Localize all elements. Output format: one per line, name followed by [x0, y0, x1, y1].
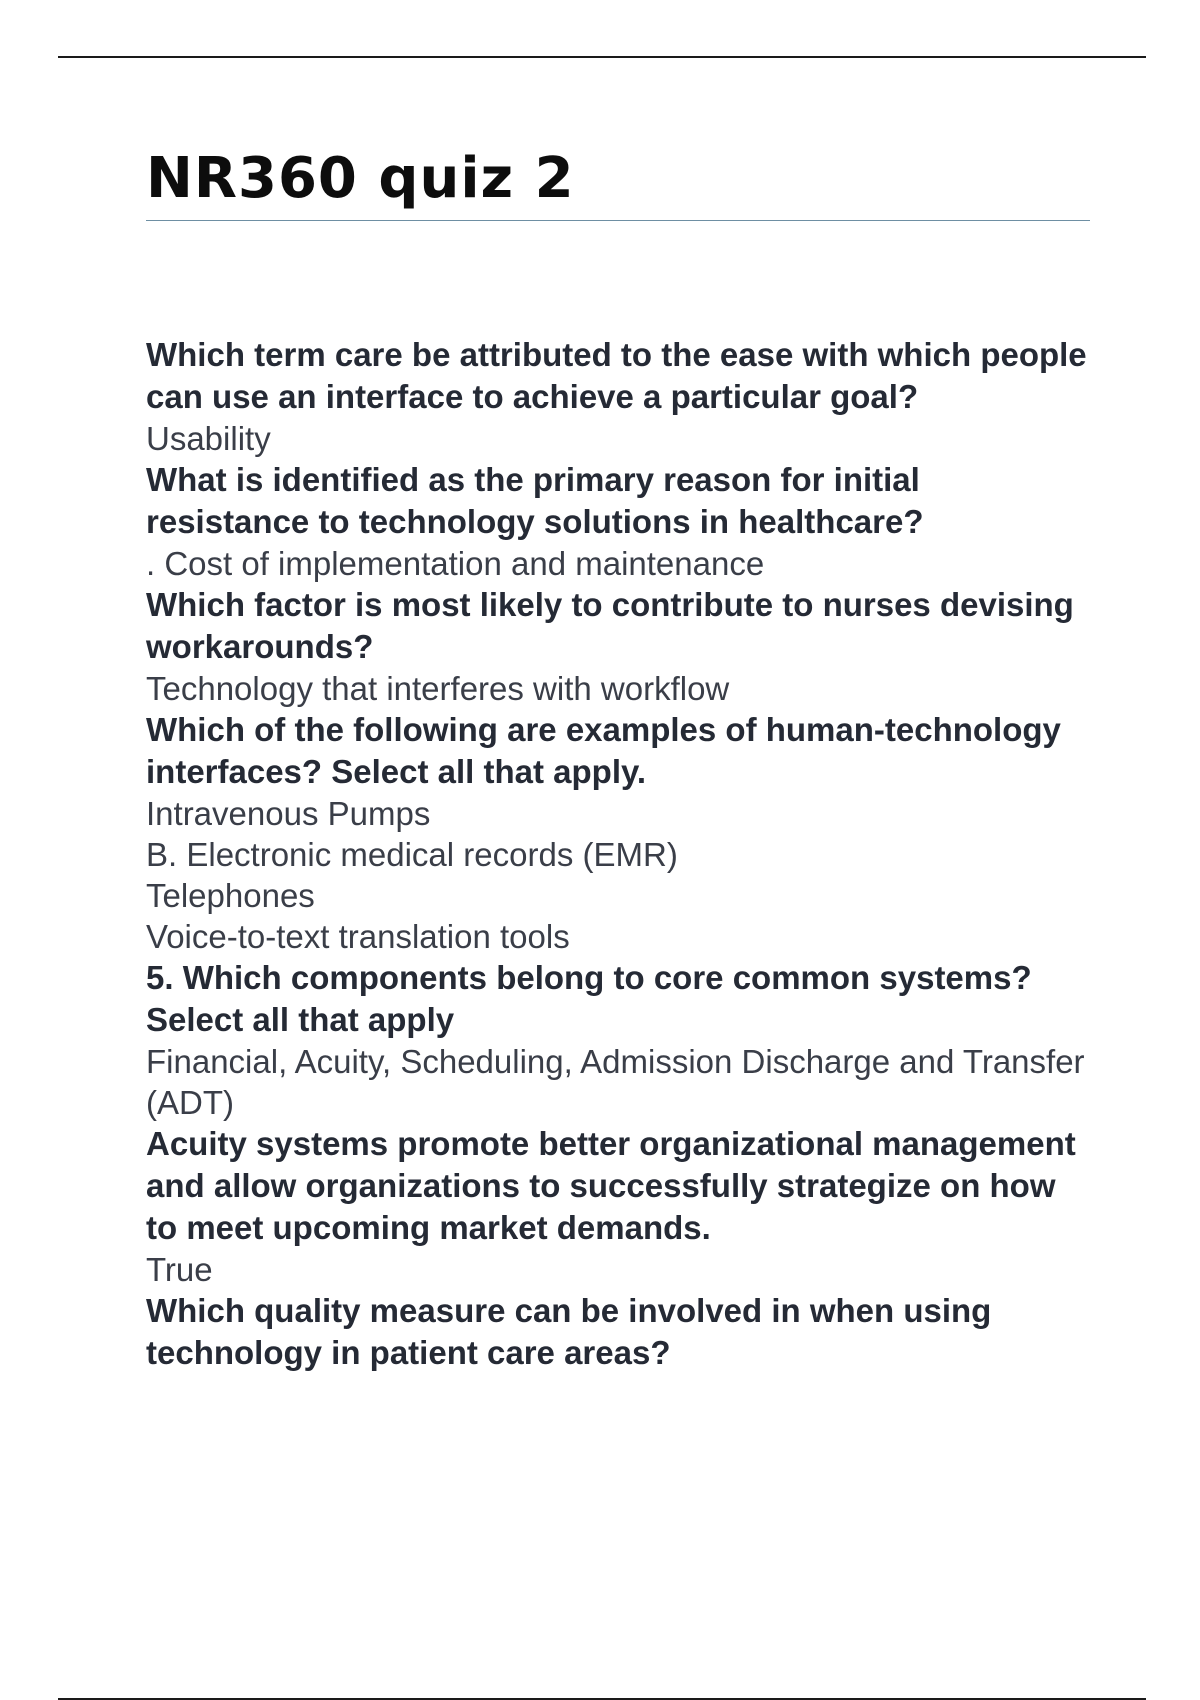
answer-text: . Cost of implementation and maintenance: [146, 545, 765, 582]
answer-text: Usability: [146, 420, 271, 457]
question-text: Which quality measure can be involved in when using technology in patient care areas?: [146, 1292, 992, 1371]
document-title: NR360 quiz 2: [146, 146, 575, 211]
question-text: Acuity systems promote better organizational management and allow organizations to successfully strategize on how to meet upcoming market demands.: [146, 1125, 1076, 1246]
qa-item: [146, 1123, 1092, 1290]
answer-text: Telephones: [146, 877, 315, 914]
question-text: 5. Which components belong to core common systems? Select all that apply: [146, 959, 1032, 1038]
answer-text: Intravenous Pumps: [146, 795, 431, 832]
page-top-rule: [58, 56, 1146, 58]
title-underline: [146, 220, 1090, 221]
qa-item: [146, 584, 1092, 709]
question-text: Which of the following are examples of human-technology interfaces? Select all that apply.: [146, 711, 1061, 790]
answer-text: True: [146, 1251, 213, 1288]
answer-text: B. Electronic medical records (EMR): [146, 836, 678, 873]
qa-item: [146, 709, 1092, 957]
answer-text: Voice-to-text translation tools: [146, 918, 570, 955]
answer-text: Technology that interferes with workflow: [146, 670, 730, 707]
qa-item: [146, 334, 1092, 459]
question-list: [146, 334, 1092, 1374]
answer-text: Financial, Acuity, Scheduling, Admission Discharge and Transfer (ADT): [146, 1043, 1085, 1121]
question-text: Which factor is most likely to contribute to nurses devising workarounds?: [146, 586, 1074, 665]
question-text: Which term care be attributed to the ease with which people can use an interface to achieve a particular goal?: [146, 336, 1087, 415]
qa-item: [146, 1290, 1092, 1374]
qa-item: [146, 957, 1092, 1123]
question-text: What is identified as the primary reason for initial resistance to technology solutions in healthcare?: [146, 461, 924, 540]
qa-item: [146, 459, 1092, 584]
